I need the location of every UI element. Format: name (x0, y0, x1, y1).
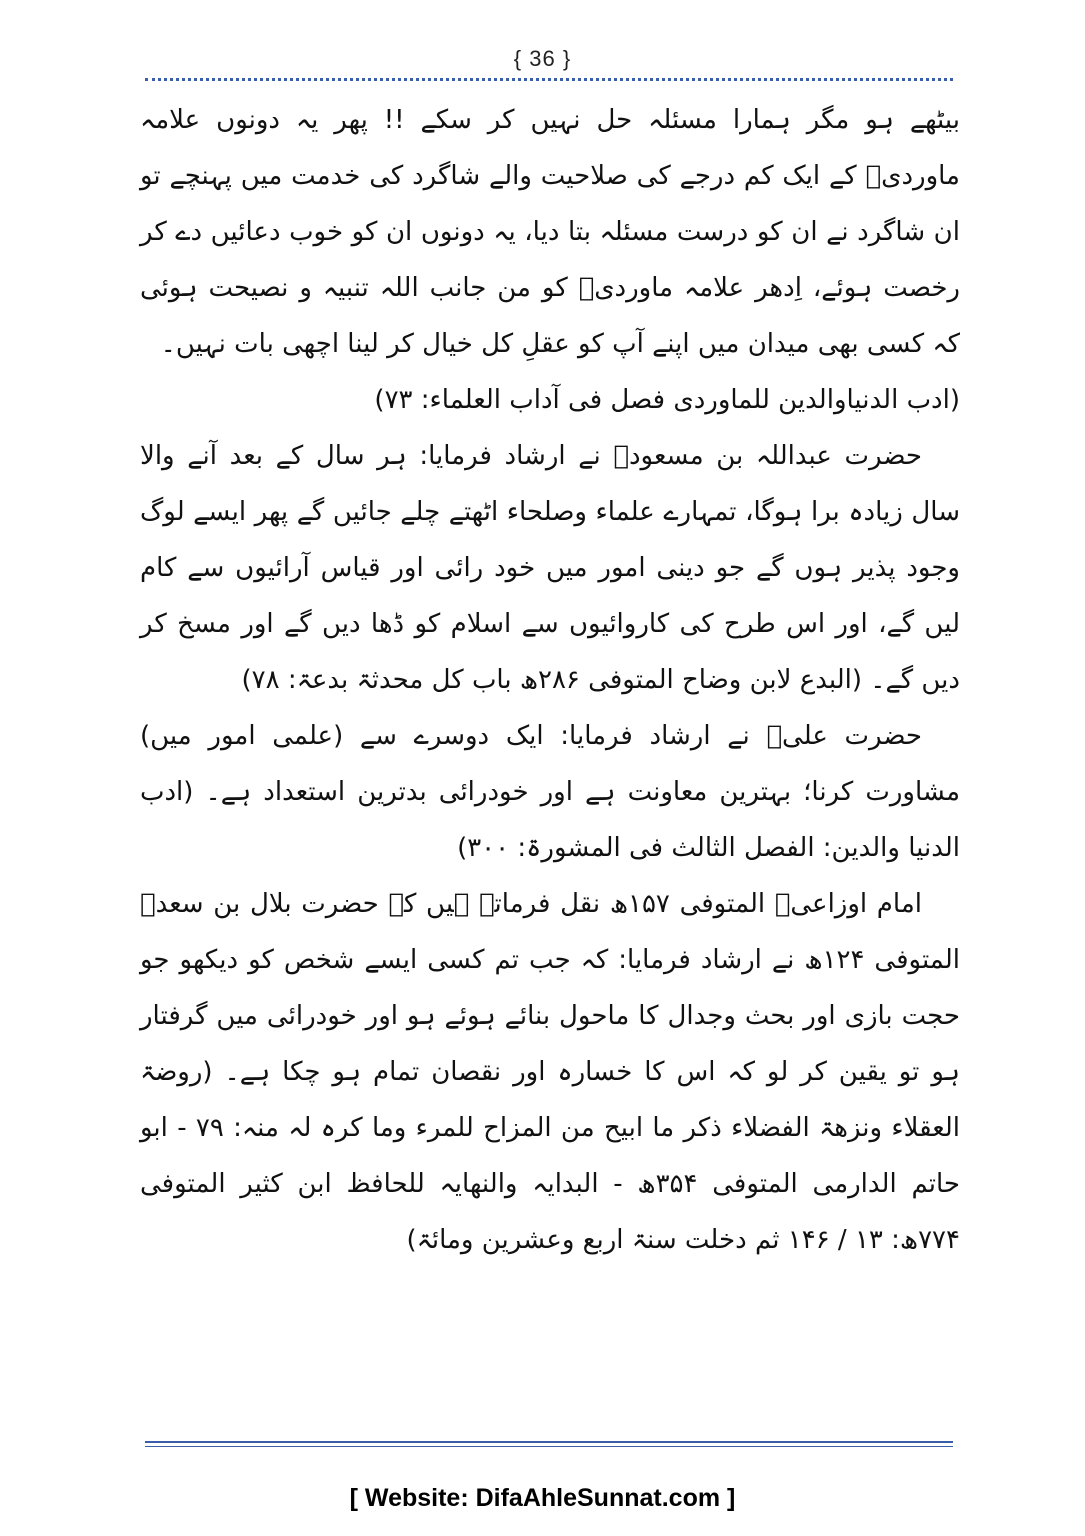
paragraph-1-text: بیٹھے ہو مگر ہمارا مسئلہ حل نہیں کر سکے !! پھر یہ دونوں علامہ ماوردیؒ کے ایک کم درجے کی صلاحیت والے شاگرد کی خدمت میں پہنچے تو ان شاگرد نے ان کو درست مسئلہ بتا دیا، یہ دونوں ان کو خوب دعائیں دے کر رخصت ہوئے، اِدھر علامہ ماوردیؒ کو من جانب اللہ تنبیہ و نصیحت ہوئی کہ کسی بھی میدان میں اپنے آپ کو عقلِ کل خیال کر لینا اچھی بات نہیں۔ (140, 105, 960, 359)
paragraph-4 (140, 876, 960, 1268)
header-dotted-rule (145, 78, 953, 81)
page-body (140, 92, 960, 1268)
paragraph-3-reference: (ادب الدنیا والدین: الفصل الثالث فی المشورۃ: ۳۰۰) (140, 777, 960, 863)
paragraph-1-reference: (ادب الدنیاوالدین للماوردی فصل فی آداب العلماء: ۷۳) (374, 385, 960, 415)
paragraph-3 (140, 708, 960, 876)
paragraph-4-text: امام اوزاعیؒ المتوفی ۱۵۷ھ نقل فرماتے ہیں کہ حضرت بلال بن سعدؒ المتوفی ۱۲۴ھ نے ارشاد فرمایا: کہ جب تم کسی ایسے شخص کو دیکھو جو حجت بازی اور بحث وجدال کا ماحول بنائے ہوئے ہو اور خودرائی میں گرفتار ہو تو یقین کر لو کہ اس کا خسارہ اور نقصان تمام ہو چکا ہے۔ (140, 889, 961, 1087)
paragraph-4-reference: (روضۃ العقلاء ونزھۃ الفضلاء ذکر ما ابیح من المزاح للمرء وما کرہ لہ منہ: ۷۹ - ابو حاتم الدارمی المتوفی ۳۵۴ھ - البدایہ والنھایہ للحافظ ابن کثیر المتوفی ۷۷۴ھ: ۱۳ / ۱۴۶ ثم دخلت سنۃ اربع وعشرین ومائۃ) (140, 1057, 960, 1255)
paragraph-2 (140, 428, 960, 708)
website-footer: [ Website: DifaAhleSunnat.com ] (349, 1484, 736, 1512)
paragraph-3-text: حضرت علیؓ نے ارشاد فرمایا: ایک دوسرے سے (علمی امور میں) مشاورت کرنا؛ بہترین معاونت ہے اور خودرائی بدترین استعداد ہے۔ (140, 721, 960, 807)
footer-rule-thin (145, 1446, 953, 1447)
paragraph-2-text: حضرت عبداللہ بن مسعودؓ نے ارشاد فرمایا: ہر سال کے بعد آنے والا سال زیادہ برا ہوگا، تمہارے علماء وصلحاء اٹھتے چلے جائیں گے پھر ایسے لوگ وجود پذیر ہوں گے جو دینی امور میں خود رائی اور قیاس آرائیوں سے کام لیں گے، اور اس طرح کی کاروائیوں سے اسلام کو ڈھا دیں گے اور مسخ کر دیں گے۔ (140, 441, 960, 695)
page-number: { 36 } (513, 46, 572, 71)
footer-rule-thick (145, 1441, 953, 1443)
paragraph-2-reference: (البدع لابن وضاح المتوفی ۲۸۶ھ باب کل محدثۃ بدعۃ: ۷۸) (241, 665, 863, 695)
paragraph-1 (140, 92, 960, 428)
